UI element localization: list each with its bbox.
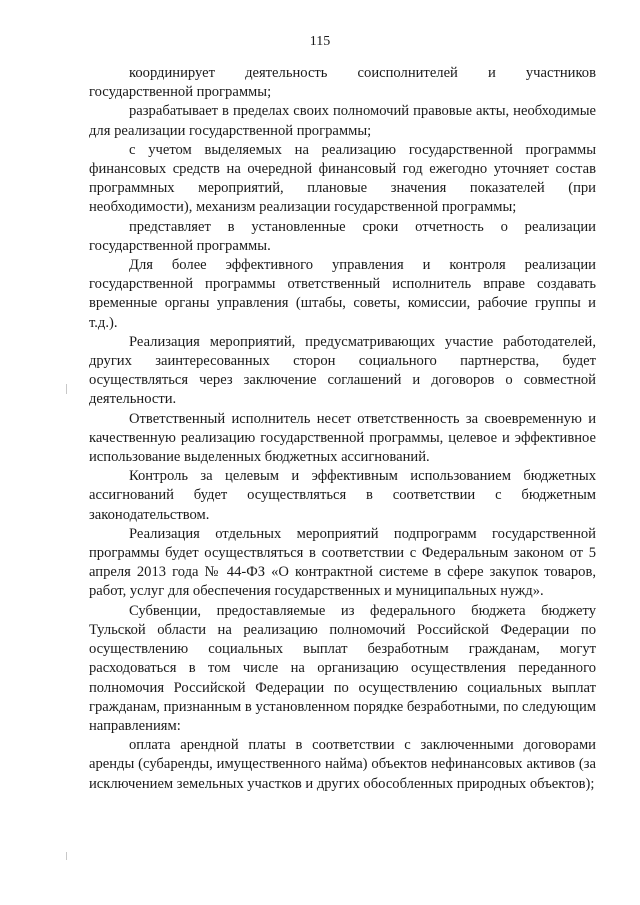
margin-mark	[66, 852, 67, 860]
margin-mark	[66, 384, 67, 394]
paragraph-budget-control: Контроль за целевым и эффективным использованием бюджетных ассигнований будет осуществляться в соответствии с бюджетным законодательством.	[89, 468, 596, 523]
paragraph-federal-law: Реализация отдельных мероприятий подпрограмм государственной программы будет осуществляться в соответствии с Федеральным законом от 5 апреля 2013 года № 44-ФЗ «О контрактной системе в сфере закупок товаров, работ, услуг для обеспечения государственных и муниципальных нужд».	[89, 525, 596, 600]
page-number: 115	[309, 34, 331, 49]
paragraph-subventions: Субвенции, предоставляемые из федерального бюджета бюджету Тульской области на реализацию полномочий Российской Федерации по осуществлению социальных выплат безработным гражданам, могут расходоваться в том числе на организацию осуществления переданного полномочия Российской Федерации по осуществлению социальных выплат гражданам, признанным в установленном порядке безработными, по следующим направлениям:	[89, 602, 596, 734]
paragraph-coordinates: координирует деятельность соисполнителей и участников государственной программы;	[89, 65, 596, 101]
paragraph-reporting: представляет в установленные сроки отчетность о реализации государственной программы.	[89, 218, 596, 254]
paragraph-develops-acts: разрабатывает в пределах своих полномочий правовые акты, необходимые для реализации государственной программы;	[89, 103, 596, 139]
paragraph-annual-refinement: с учетом выделяемых на реализацию государственной программы финансовых средств на очередной финансовый год ежегодно уточняет состав программных мероприятий, плановые значения показателей (при необходимости), механизм реализации государственной программы;	[89, 141, 596, 216]
paragraph-responsibility: Ответственный исполнитель несет ответственность за своевременную и качественную реализацию государственной программы, целевое и эффективное использование выделенных бюджетных ассигнований.	[89, 410, 596, 466]
paragraph-temporary-bodies: Для более эффективного управления и контроля реализации государственной программы ответственный исполнитель вправе создавать временные органы управления (штабы, советы, комиссии, рабочие группы и т.д.).	[89, 257, 596, 331]
document-body	[89, 64, 596, 794]
paragraph-social-partnership: Реализация мероприятий, предусматривающих участие работодателей, других заинтересованных сторон социального партнерства, будет осуществляться через заключение соглашений и договоров о совместной деятельности.	[89, 333, 596, 408]
paragraph-rent-payment: оплата арендной платы в соответствии с заключенными договорами аренды (субаренды, имущественного найма) объектов нефинансовых активов (за исключением земельных участков и других обособленных природных объектов);	[89, 737, 596, 792]
